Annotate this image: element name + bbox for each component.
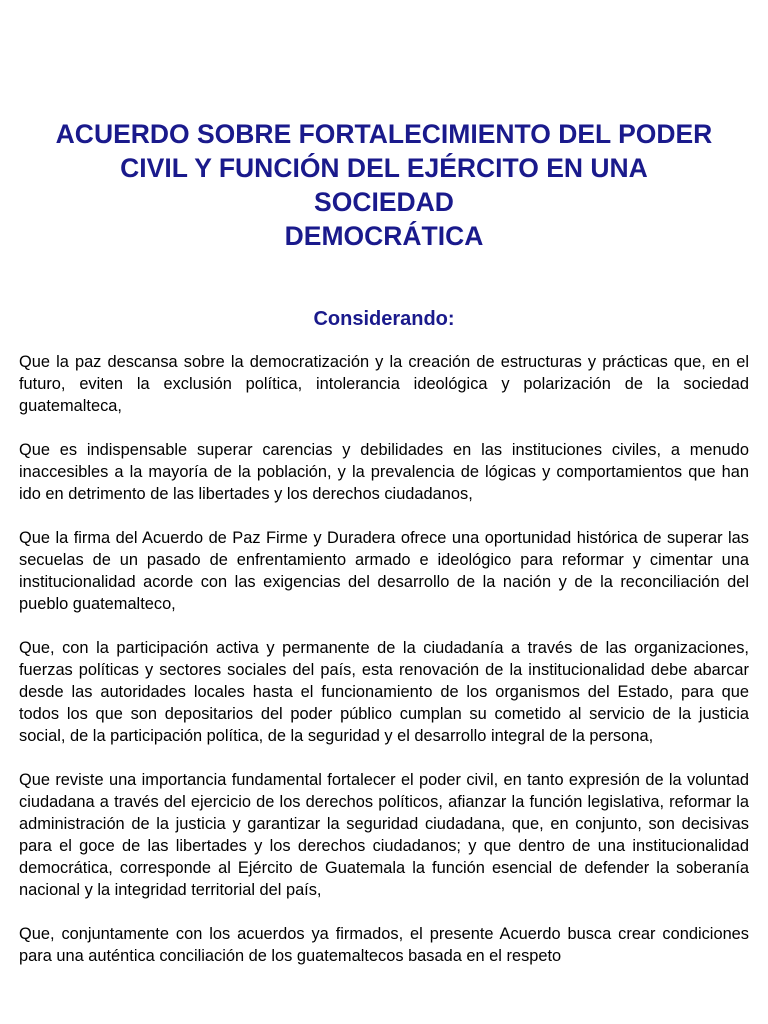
title-line-3: SOCIEDAD — [314, 187, 454, 217]
paragraph-2: Que es indispensable superar carencias y debilidades en las instituciones civiles, a menudo inaccesibles a la mayoría de la población, y la prevalencia de lógicas y comportamientos que han ido en detrimento de las libertades y los derechos ciudadanos, — [19, 441, 749, 503]
section-heading: Considerando: — [313, 308, 455, 330]
paragraph-3: Que la firma del Acuerdo de Paz Firme y Duradera ofrece una oportunidad histórica de superar las secuelas de un pasado de enfrentamiento armado e ideológico para reformar y cimentar una institucionalidad acorde con las exigencias del desarrollo de la nación y de la reconciliación del pueblo guatemalteco, — [19, 529, 749, 613]
paragraph-6: Que, conjuntamente con los acuerdos ya firmados, el presente Acuerdo busca crear condiciones para una auténtica conciliación de los guatemaltecos basada en el respeto — [19, 925, 749, 965]
title-line-2: CIVIL Y FUNCIÓN DEL EJÉRCITO EN UNA — [120, 153, 648, 183]
title-line-4: DEMOCRÁTICA — [284, 221, 484, 251]
document-title — [0, 117, 768, 253]
paragraph-1: Que la paz descansa sobre la democratización y la creación de estructuras y prácticas que, en el futuro, eviten la exclusión política, intolerancia ideológica y polarización de la sociedad guatemalteca, — [19, 353, 749, 415]
paragraph-5: Que reviste una importancia fundamental fortalecer el poder civil, en tanto expresión de la voluntad ciudadana a través del ejercicio de los derechos políticos, afianzar la función legislativa, reformar la administración de la justicia y garantizar la seguridad ciudadana, que, en conjunto, son decisivas para el goce de las libertades y los derechos ciudadanos; y que dentro de una institucionalidad democrática, corresponde al Ejército de Guatemala la función esencial de defender la soberanía nacional y la integridad territorial del país, — [19, 771, 749, 899]
title-line-1: ACUERDO SOBRE FORTALECIMIENTO DEL PODER — [55, 119, 713, 149]
paragraph-4: Que, con la participación activa y permanente de la ciudadanía a través de las organizaciones, fuerzas políticas y sectores sociales del país, esta renovación de la institucionalidad debe abarcar desde las autoridades locales hasta el funcionamiento de los organismos del Estado, para que todos los que son depositarios del poder público cumplan su cometido al servicio de la justicia social, de la participación política, de la seguridad y el desarrollo integral de la persona, — [19, 639, 749, 745]
document-body — [19, 351, 749, 989]
